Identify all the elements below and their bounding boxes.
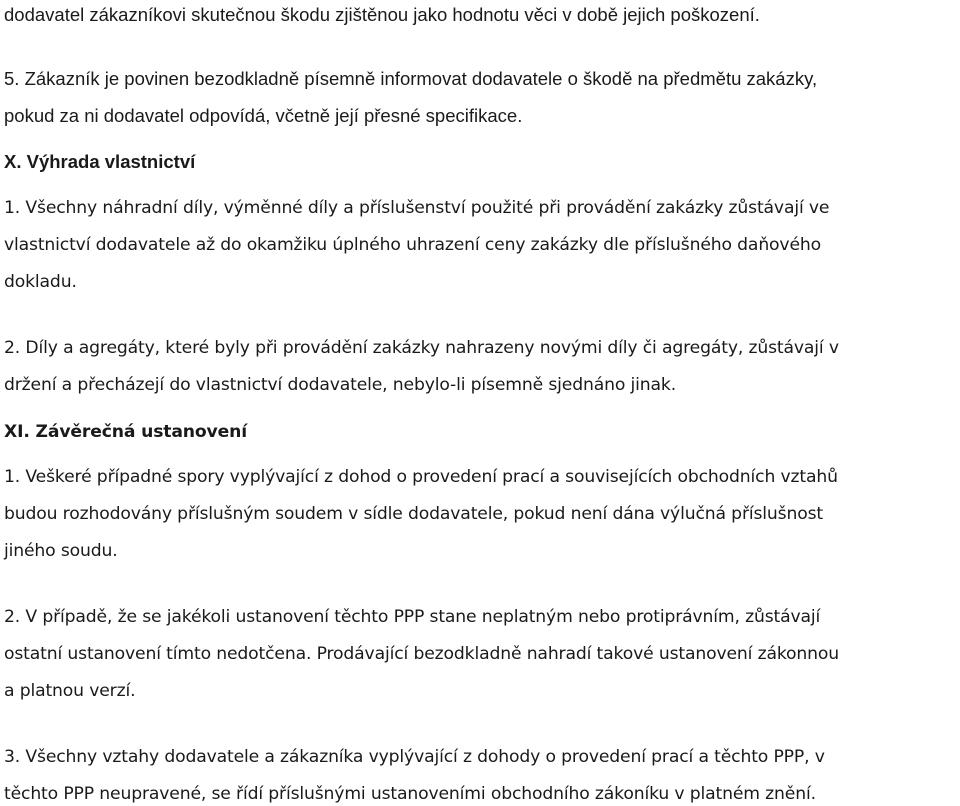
paragraph-line: 3. Všechny vztahy dodavatele a zákazníka vyplývající z dohody o provedení prací a těchto PPP, v [4, 747, 825, 767]
paragraph-line: dodavatel zákazníkovi skutečnou škodu zjištěnou jako hodnotu věci v době jejich poškození. [4, 4, 760, 25]
paragraph-line: 1. Všechny náhradní díly, výměnné díly a příslušenství použité při provádění zakázky zůstávají ve [4, 198, 830, 218]
paragraph-line: jiného soudu. [4, 541, 118, 561]
paragraph-line: 5. Zákazník je povinen bezodkladně písemně informovat dodavatele o škodě na předmětu zakázky, [4, 68, 818, 89]
paragraph-line: pokud za ni dodavatel odpovídá, včetně její přesné specifikace. [4, 105, 523, 126]
paragraph-line: vlastnictví dodavatele až do okamžiku úplného uhrazení ceny zakázky dle příslušného daňového [4, 235, 821, 255]
paragraph-line: 2. V případě, že se jakékoli ustanovení těchto PPP stane neplatným nebo protiprávním, zůstávají [4, 607, 821, 627]
paragraph-line: držení a přecházejí do vlastnictví dodavatele, nebylo-li písemně sjednáno jinak. [4, 375, 677, 395]
section-heading: XI. Závěrečná ustanovení [4, 422, 247, 442]
paragraph-line: těchto PPP neupravené, se řídí příslušnými ustanoveními obchodního zákoníku v platném znění. [4, 784, 816, 804]
paragraph-line: 1. Veškeré případné spory vyplývající z dohod o provedení prací a souvisejících obchodních vztahů [4, 467, 838, 487]
paragraph-line: 2. Díly a agregáty, které byly při provádění zakázky nahrazeny novými díly či agregáty, zůstávají v [4, 338, 839, 358]
paragraph-line: a platnou verzí. [4, 681, 136, 701]
paragraph-line: ostatní ustanovení tímto nedotčena. Prodávající bezodkladně nahradí takové ustanovení zákonnou [4, 644, 840, 664]
paragraph-line: budou rozhodovány příslušným soudem v sídle dodavatele, pokud není dána výlučná příslušnost [4, 504, 823, 524]
section-heading: X. Výhrada vlastnictví [4, 151, 196, 172]
paragraph-line: dokladu. [4, 272, 77, 292]
